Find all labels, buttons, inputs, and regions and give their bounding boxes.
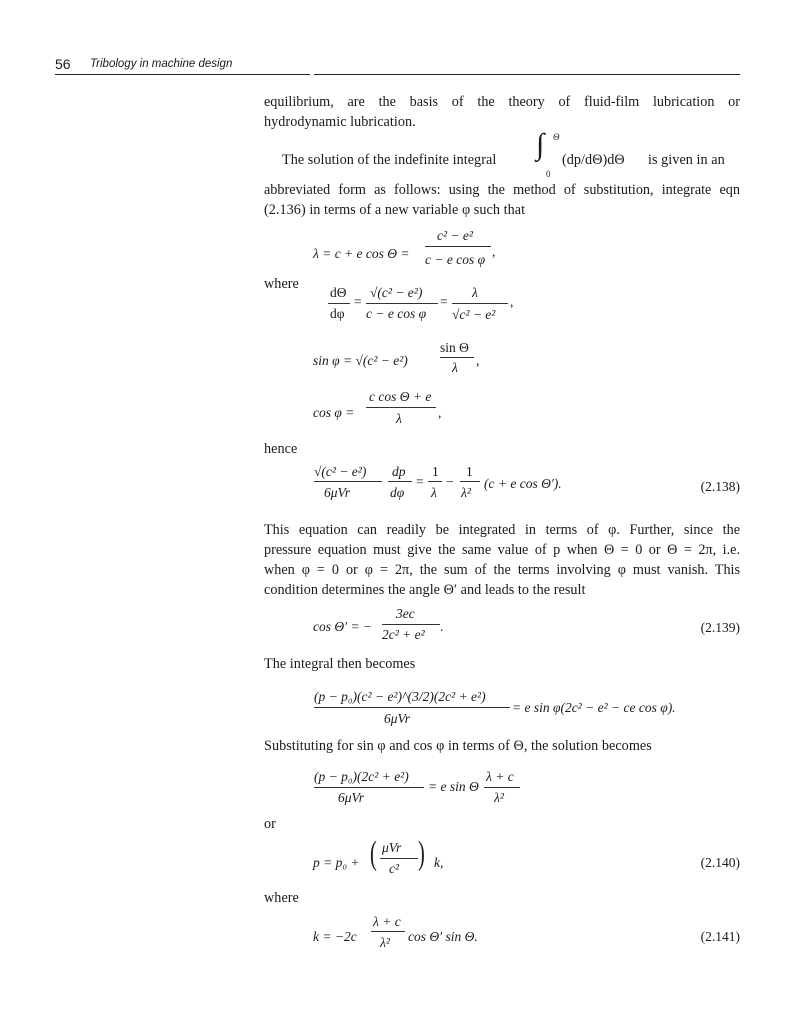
eq141-den: λ² — [380, 935, 390, 950]
equation-number: (2.139) — [700, 620, 740, 635]
paragraph-line: The solution of the indefinite integral — [282, 152, 497, 168]
paragraph-line: when φ = 0 or φ = 2π, the sum of the terms involving φ must vanish. This — [264, 562, 740, 578]
paragraph-line: is given in an — [648, 152, 725, 168]
paragraph-line: The integral then becomes — [264, 656, 416, 672]
fraction-bar — [388, 481, 412, 482]
fraction-bar — [440, 357, 474, 358]
fraction-bar — [371, 931, 405, 932]
eq-sol-num: (p − p₀)(2c² + e²) — [314, 769, 409, 784]
paragraph-line: condition determines the angle Θ′ and leads to the result — [264, 582, 586, 598]
equation-number: (2.140) — [700, 855, 740, 870]
eq-int-rhs: = e sin φ(2c² − e² − ce cos φ). — [512, 700, 676, 715]
fraction-bar — [314, 787, 424, 788]
eq141-num: λ + c — [373, 914, 401, 929]
paragraph-line: (2.136) in terms of a new variable φ such that — [264, 202, 526, 218]
eq138-num4: 1 — [466, 464, 473, 479]
eq-end-dot: . — [440, 619, 444, 634]
eq-minus: − — [446, 474, 454, 489]
header-rule-left — [55, 74, 310, 75]
eq-equals: = — [354, 294, 362, 309]
eq-sin-lhs: sin φ = √(c² − e²) — [313, 353, 408, 368]
eq-sol-den: 6μVr — [338, 790, 365, 805]
fraction-bar — [484, 787, 520, 788]
eq139-num: 3ec — [396, 606, 415, 621]
paragraph-line: pressure equation must give the same value of p when Θ = 0 or Θ = 2π, i.e. — [264, 542, 740, 558]
eq140-lhs: p = p₀ + — [313, 855, 360, 870]
fraction-bar — [428, 481, 442, 482]
header-rule-right — [314, 74, 740, 75]
integral-lower-limit: 0 — [546, 169, 551, 179]
fraction-bar — [366, 303, 438, 304]
eq138-den1: 6μVr — [324, 485, 351, 500]
eq-dth-lhs-num: dΘ — [330, 285, 347, 300]
fraction-bar — [314, 481, 382, 482]
eq-equals: = — [440, 294, 448, 309]
left-paren: ( — [370, 835, 377, 872]
eq-cos-lhs: cos φ = — [313, 405, 355, 420]
fraction-bar — [314, 707, 510, 708]
eq-equals: = — [416, 474, 424, 489]
paragraph-line: abbreviated form as follows: using the method of substitution, integrate eqn — [264, 182, 740, 198]
fraction-bar — [452, 303, 508, 304]
integrand: (dp/dΘ)dΘ — [562, 152, 625, 168]
eq138-num2: dp — [392, 464, 406, 479]
paragraph-line: This equation can readily be integrated in terms of φ. Further, since the — [264, 522, 740, 538]
paragraph-line: equilibrium, are the basis of the theory of fluid-film lubrication or — [264, 94, 740, 110]
eq-dth-mid-num: √(c² − e²) — [370, 285, 423, 300]
equation-number: (2.141) — [700, 929, 740, 944]
eq-sin-num: sin Θ — [440, 340, 469, 355]
fraction-bar — [366, 407, 436, 408]
fraction-bar — [382, 624, 440, 625]
paragraph-line: Substituting for sin φ and cos φ in terms of Θ, the solution becomes — [264, 738, 652, 754]
eq-dth-rhs-num: λ — [472, 285, 478, 300]
eq138-num3: 1 — [432, 464, 439, 479]
eq-dth-mid-den: c − e cos φ — [366, 306, 427, 321]
equation-number: (2.138) — [700, 479, 740, 494]
eq-end-comma: , — [476, 353, 480, 368]
eq-lambda-lhs: λ = c + e cos Θ = — [313, 246, 410, 261]
eq138-tail: (c + e cos Θ′). — [484, 476, 562, 491]
eq-dth-lhs-den: dφ — [330, 306, 345, 321]
eq138-den3: λ — [431, 485, 437, 500]
hence-label: hence — [264, 441, 298, 457]
eq140-tail: k, — [434, 855, 444, 870]
eq141-tail: cos Θ′ sin Θ. — [408, 929, 478, 944]
right-paren: ) — [418, 835, 425, 872]
eq-lambda-end: , — [492, 244, 496, 259]
fraction-bar — [460, 481, 480, 482]
eq140-num: μVr — [382, 840, 402, 855]
fraction-bar — [380, 858, 418, 859]
where-label: where — [264, 276, 299, 292]
fraction-bar — [425, 246, 491, 247]
paragraph-line: hydrodynamic lubrication. — [264, 114, 416, 130]
running-title: Tribology in machine design — [90, 58, 233, 70]
integral-upper-limit: Θ — [553, 132, 560, 142]
eq138-num1: √(c² − e²) — [314, 464, 367, 479]
where-label: where — [264, 890, 299, 906]
eq138-den4: λ² — [461, 485, 471, 500]
page-number: 56 — [55, 56, 71, 72]
eq-lambda-den: c − e cos φ — [425, 252, 486, 267]
eq-sol-frac-num: λ + c — [486, 769, 514, 784]
eq140-den: c² — [389, 861, 400, 876]
eq-int-num: (p − p₀)(c² − e²)^(3/2)(2c² + e²) — [314, 689, 486, 704]
eq-lambda-num: c² − e² — [437, 228, 473, 243]
eq-sin-den: λ — [452, 360, 458, 375]
eq141-lhs: k = −2c — [313, 929, 357, 944]
fraction-bar — [328, 303, 350, 304]
eq-sol-mid: = e sin Θ — [428, 779, 479, 794]
eq139-lhs: cos Θ′ = − — [313, 619, 373, 634]
eq-int-den: 6μVr — [384, 711, 411, 726]
eq-dth-rhs-den: √c² − e² — [452, 307, 496, 322]
or-label: or — [264, 816, 276, 832]
eq-sol-frac-den: λ² — [494, 790, 504, 805]
eq-end-comma: , — [438, 405, 442, 420]
eq-cos-num: c cos Θ + e — [369, 389, 432, 404]
integral-sign: ∫ — [536, 128, 545, 161]
eq138-den2: dφ — [390, 485, 405, 500]
eq-end-comma: , — [510, 294, 514, 309]
eq139-den: 2c² + e² — [382, 627, 425, 642]
eq-cos-den: λ — [396, 411, 402, 426]
